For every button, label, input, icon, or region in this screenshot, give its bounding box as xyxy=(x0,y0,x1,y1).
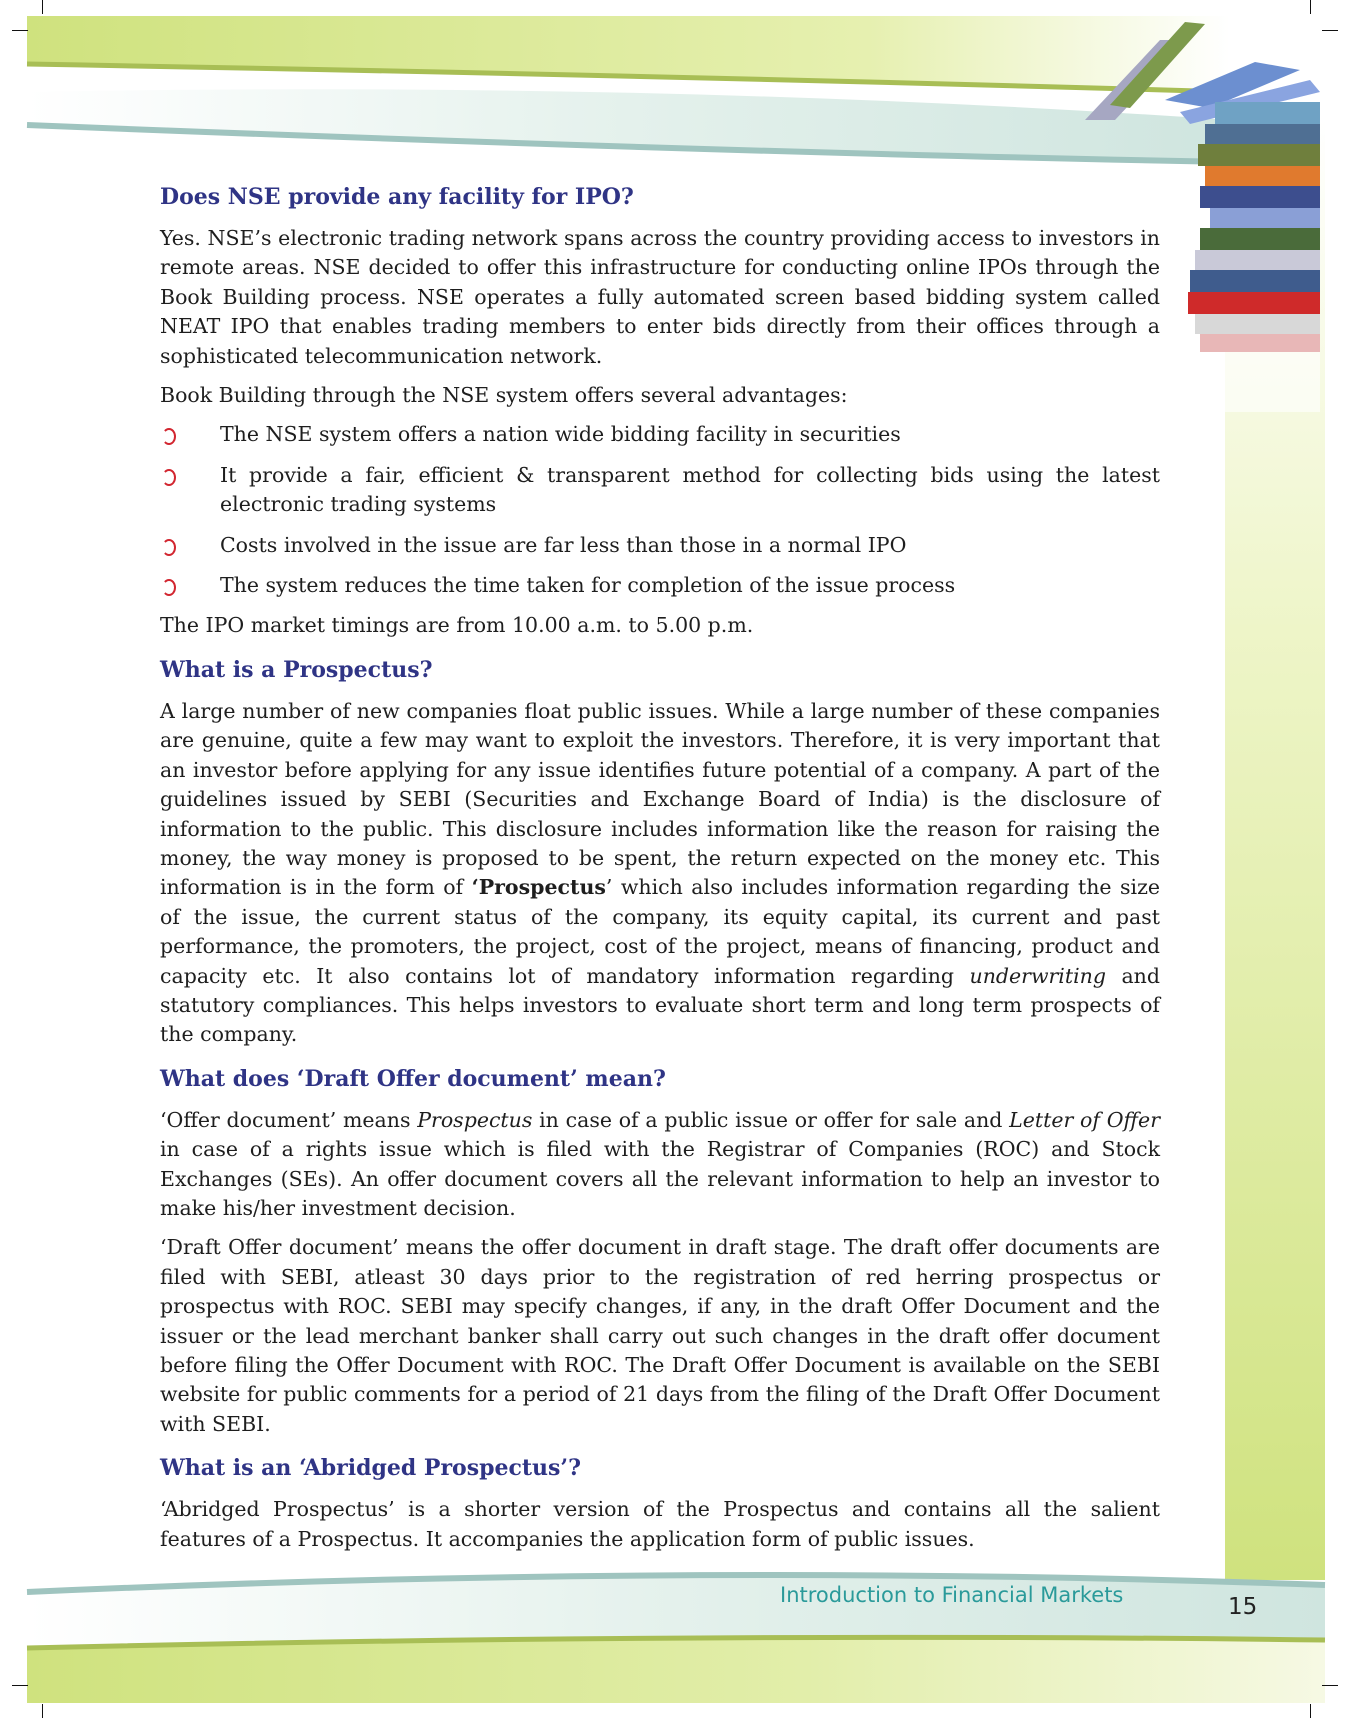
circle-bullet-icon xyxy=(162,469,176,486)
crop-mark xyxy=(1310,0,1311,14)
paragraph-nse-network: Yes. NSE’s electronic trading network spans across the country providing access to investors in remote areas. NSE decided to offer this infrastructure for conducting online IPOs through the Book Building process. NSE operates a fully automated screen based bidding system called NEAT IPO that enables trading members to enter bids directly from their offices through a sophisticated telecommunication network. xyxy=(160,226,1160,368)
paragraph-draft-offer-document: ‘Draft Offer document’ means the offer document in draft stage. The draft offer documents are filed with SEBI, atleast 30 days prior to the registration of red herring prospectus or prospectus with ROC. SEBI may specify changes, if any, in the draft Offer Document and the issuer or the lead merchant banker shall carry out such changes in the draft offer document before filing the Offer Document with ROC. The Draft Offer Document is available on the SEBI website for public comments for a period of 21 days from the filing of the Draft Offer Document with SEBI. xyxy=(160,1235,1160,1436)
crop-mark xyxy=(1322,1685,1338,1686)
list-item: The NSE system offers a nation wide bidding facility in securities xyxy=(160,420,1160,449)
heading-nse-ipo: Does NSE provide any facility for IPO? xyxy=(160,184,634,210)
page-content xyxy=(160,182,1160,1564)
circle-bullet-icon xyxy=(162,428,176,445)
paragraph-offer-document: ‘Offer document’ means Prospectus in case of a public issue or offer for sale and Letter of Offer in case of a rights issue which is filed with the Registrar of Companies (ROC) and Stock Exchanges (SEs). An offer document covers all the relevant information to help an investor to make his/her investment decision. xyxy=(160,1107,1160,1220)
circle-bullet-icon xyxy=(162,579,176,596)
footer-book-title: Introduction to Financial Markets xyxy=(780,1583,1124,1607)
heading-draft-offer: What does ‘Draft Offer document’ mean? xyxy=(160,1065,666,1092)
crop-mark xyxy=(1322,30,1338,31)
advantages-list xyxy=(160,420,1160,600)
paragraph-ipo-timings: The IPO market timings are from 10.00 a.m. to 5.00 p.m. xyxy=(160,613,754,638)
paragraph-advantages-intro: Book Building through the NSE system offers several advantages: xyxy=(160,383,848,408)
list-item: Costs involved in the issue are far less than those in a normal IPO xyxy=(160,531,1160,560)
crop-mark xyxy=(12,1685,28,1686)
list-item: The system reduces the time taken for completion of the issue process xyxy=(160,571,1160,600)
crop-mark xyxy=(1310,1704,1311,1718)
crop-mark xyxy=(42,1704,43,1718)
crop-mark xyxy=(42,0,43,14)
crop-mark xyxy=(12,30,28,31)
paragraph-abridged-prospectus: ‘Abridged Prospectus’ is a shorter version of the Prospectus and contains all the salient features of a Prospectus. It accompanies the application form of public issues. xyxy=(160,1497,1160,1551)
heading-abridged-prospectus: What is an ‘Abridged Prospectus’? xyxy=(160,1455,581,1482)
heading-prospectus: What is a Prospectus? xyxy=(160,656,433,683)
list-item: It provide a fair, efficient & transparent method for collecting bids using the latest electronic trading systems xyxy=(160,461,1160,520)
circle-bullet-icon xyxy=(162,539,176,556)
paragraph-prospectus: A large number of new companies float public issues. While a large number of these companies are genuine, quite a few may want to exploit the investors. Therefore, it is very important that an investor before applying for any issue identifies future potential of a company. A part of the guidelines issued by SEBI (Securities and Exchange Board of India) is the disclosure of information to the public. This disclosure includes information like the reason for raising the money, the way money is proposed to be spent, the return expected on the money etc. This information is in the form of ‘Prospectus’ which also includes information regarding the size of the issue, the current status of the company, its equity capital, its current and past performance, the promoters, the project, cost of the project, means of financing, product and capacity etc. It also contains lot of mandatory information regarding underwriting and statutory compliances. This helps investors to evaluate short term and long term prospects of the company. xyxy=(160,698,1161,1047)
page-number: 15 xyxy=(1228,1594,1258,1620)
